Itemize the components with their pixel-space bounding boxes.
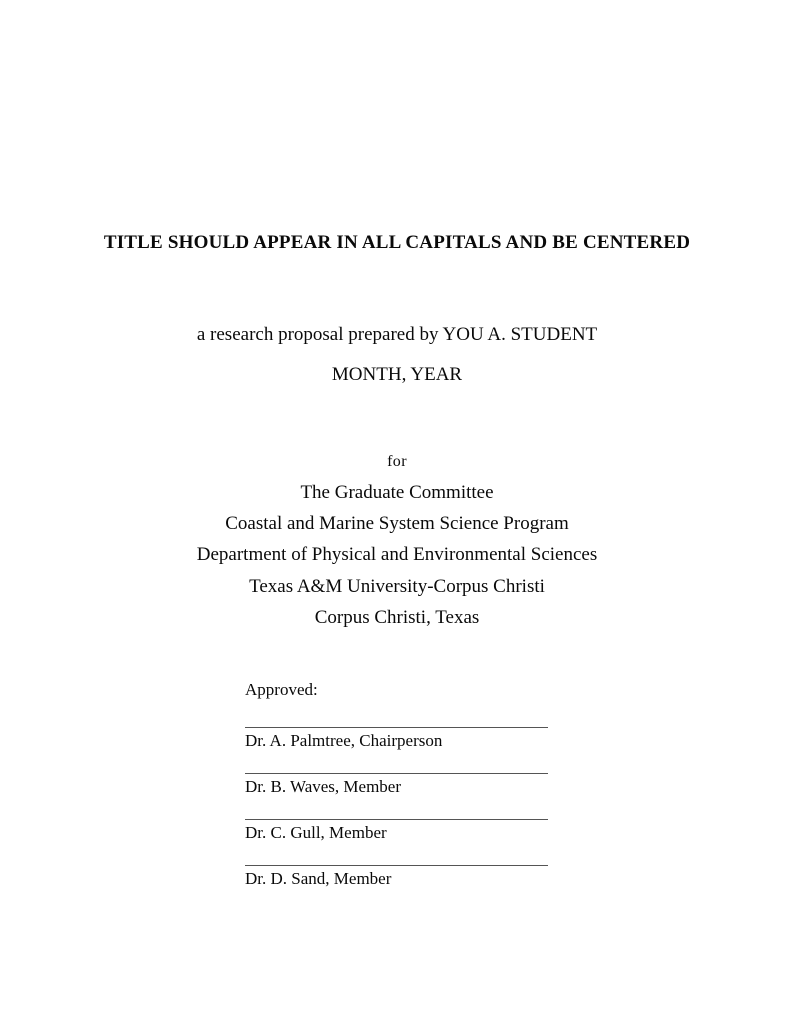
signatory-name: Dr. A. Palmtree, Chairperson — [245, 731, 443, 750]
signature-line-member-2 — [245, 819, 548, 843]
date-line: MONTH, YEAR — [331, 364, 463, 385]
signature-line-member-3 — [245, 865, 548, 889]
signature-line-member-1 — [245, 773, 548, 797]
signatory-name: Dr. B. Waves, Member — [245, 777, 402, 796]
committee-line-program: Coastal and Marine System Science Program — [225, 513, 569, 535]
signatory-name: Dr. D. Sand, Member — [245, 869, 392, 888]
signatory-name: Dr. C. Gull, Member — [245, 823, 387, 842]
committee-line-university: Texas A&M University-Corpus Christi — [249, 575, 545, 597]
for-label: for — [387, 453, 407, 470]
page-title: TITLE SHOULD APPEAR IN ALL CAPITALS AND BE CENTERED — [103, 232, 691, 253]
committee-line-graduate-committee: The Graduate Committee — [300, 482, 494, 503]
committee-line-department: Department of Physical and Environmental Sciences — [196, 544, 598, 566]
signature-line-chairperson — [245, 727, 548, 751]
committee-block — [0, 477, 794, 633]
approved-label: Approved: — [245, 680, 318, 699]
committee-line-city: Corpus Christi, Texas — [314, 606, 480, 628]
proposal-byline: a research proposal prepared by YOU A. STUDENT — [196, 324, 598, 345]
